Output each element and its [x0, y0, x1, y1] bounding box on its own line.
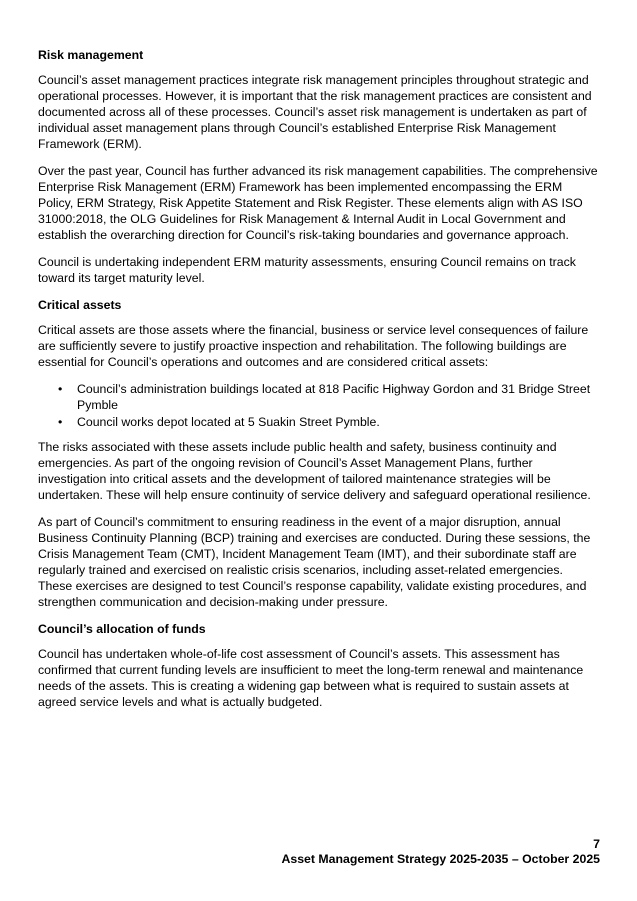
- list-item-text: Council’s administration buildings located at 818 Pacific Highway Gordon and 31 Bridge Street Pymble: [77, 382, 591, 412]
- page-number: 7: [593, 837, 600, 851]
- risk-paragraph-2: Over the past year, Council has further advanced its risk management capabilities. The comprehensive Enterprise Risk Management (ERM) Framework has been implemented encompassing the ERM Policy, ERM Strategy, Risk Appetite Statement and Risk Register. These elements align with AS ISO 31000:2018, the OLG Guidelines for Risk Management & Internal Audit in Local Government and establish the overarching direction for Council’s risk-taking boundaries and governance approach.: [38, 164, 598, 242]
- risk-paragraph-1: Council’s asset management practices integrate risk management principles throughout strategic and operational processes. However, it is important that the risk management practices are consistent and documented across all of these processes. Council’s asset risk management is undertaken as part of individual asset management plans through Council’s established Enterprise Risk Management Framework (ERM).: [38, 73, 592, 151]
- document-title: Asset Management Strategy 2025-2035 – October 2025: [281, 852, 600, 866]
- document-page: [38, 47, 600, 721]
- critical-paragraph-3: As part of Council’s commitment to ensuring readiness in the event of a major disruption, annual Business Continuity Planning (BCP) training and exercises are conducted. During these sessions, the Crisis Management Team (CMT), Incident Management Team (IMT), and their subordinate staff are regularly trained and exercised on realistic crisis scenarios, including asset-related emergencies. These exercises are designed to test Council’s response capability, validate existing procedures, and strengthen communication and decision-making under pressure.: [38, 515, 591, 609]
- list-item: [38, 414, 600, 430]
- heading-allocation-of-funds: Council’s allocation of funds: [38, 622, 206, 636]
- list-item-text: Council works depot located at 5 Suakin Street Pymble.: [77, 415, 380, 429]
- heading-risk-management: Risk management: [38, 48, 144, 62]
- critical-paragraph-1: Critical assets are those assets where the financial, business or service level consequences of failure are sufficiently severe to justify proactive inspection and rehabilitation. The following buildings are essential for Council’s operations and outcomes and are considered critical assets:: [38, 323, 589, 369]
- list-item: [38, 381, 600, 413]
- bullet-icon: •: [58, 415, 63, 429]
- critical-assets-list: [38, 381, 600, 430]
- heading-critical-assets: Critical assets: [38, 298, 122, 312]
- risk-paragraph-3: Council is undertaking independent ERM maturity assessments, ensuring Council remains on track toward its target maturity level.: [38, 255, 576, 285]
- funds-paragraph-1: Council has undertaken whole-of-life cost assessment of Council’s assets. This assessment has confirmed that current funding levels are insufficient to meet the long-term renewal and maintenance needs of the assets. This is creating a widening gap between what is required to sustain assets at agreed service levels and what is actually budgeted.: [38, 647, 584, 709]
- bullet-icon: •: [58, 382, 63, 396]
- page-footer: [281, 837, 600, 867]
- critical-paragraph-2: The risks associated with these assets include public health and safety, business continuity and emergencies. As part of the ongoing revision of Council’s Asset Management Plans, further investigation into critical assets and the development of tailored maintenance strategies will be undertaken. These will help ensure continuity of service delivery and safeguard operational resilience.: [38, 440, 591, 502]
